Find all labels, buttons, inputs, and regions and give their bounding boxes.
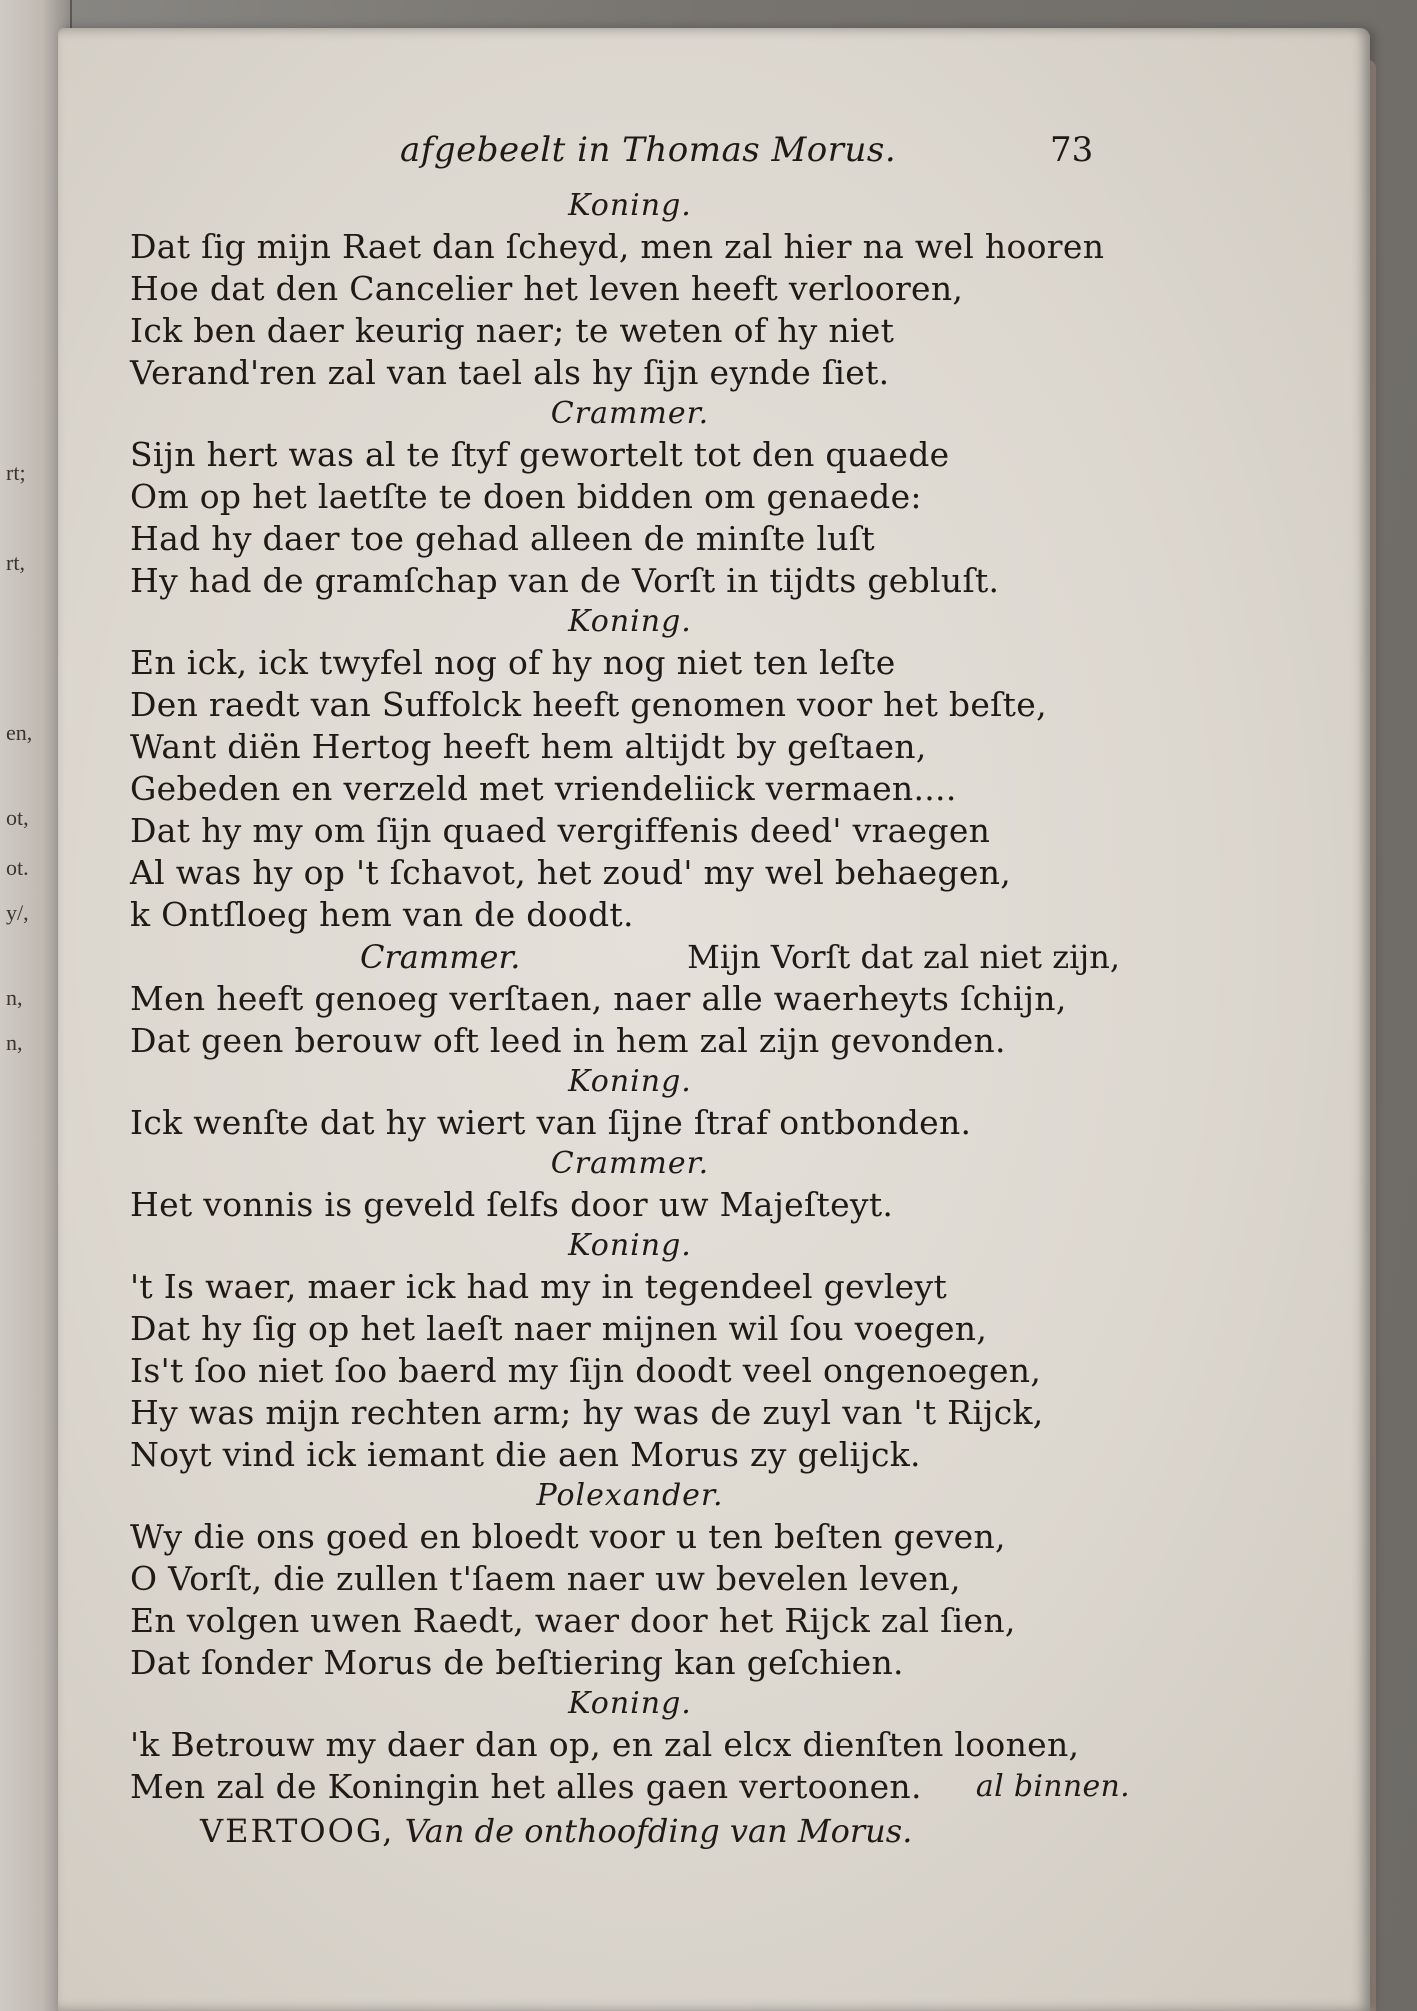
verse-line: Al was hy op 't ſchavot, het zoud' my wel behaegen, [130, 853, 1012, 892]
speech-block [130, 186, 1130, 394]
verse-line: Mijn Vorſt dat zal niet zijn, [687, 938, 1120, 976]
speech-block [130, 602, 1130, 936]
speech-block [130, 1684, 1130, 1854]
verse-line: Dat hy my om ſijn quaed vergiffenis deed' vraegen [130, 811, 991, 850]
facing-page-fragment: en, [6, 720, 33, 745]
speaker-name: Koning. [568, 1064, 692, 1099]
verse-line: Is't ſoo niet ſoo baerd my ſijn doodt veel ongenoegen, [130, 1351, 1042, 1390]
verse-line: En ick, ick twyfel nog of hy nog niet ten leſte [130, 643, 896, 682]
verse-line: Ick ben daer keurig naer; te weten of hy niet [130, 311, 895, 350]
verse-line: Dat geen berouw oft leed in hem zal zijn gevonden. [130, 1021, 1006, 1060]
speaker-name: Koning. [568, 188, 692, 223]
tableau-heading [130, 1808, 1130, 1854]
speech-block [130, 394, 1130, 602]
speaker-name: Koning. [568, 604, 692, 639]
speaker-name: Crammer. [550, 1146, 710, 1181]
verse-line: k Ontſloeg hem van de doodt. [130, 895, 634, 934]
verse-line: Ick wenſte dat hy wiert van ſijne ſtraf ontbonden. [130, 1103, 972, 1142]
facing-page-fragment: rt, [6, 550, 25, 575]
verse-line: Om op het laetſte te doen bidden om genaede: [130, 477, 922, 516]
verse-line: Hoe dat den Cancelier het leven heeft verlooren, [130, 269, 964, 308]
verse-line: 't Is waer, maer ick had my in tegendeel gevleyt [130, 1267, 948, 1306]
speech-block [130, 1226, 1130, 1476]
facing-page-fragment: n, [6, 985, 23, 1010]
verse-line: Sijn hert was al te ſtyf gewortelt tot den quaede [130, 435, 950, 474]
verse-line: Verand'ren zal van tael als hy ſijn eynde ſiet. [130, 353, 890, 392]
verse-line: En volgen uwen Raedt, waer door het Rijck zal ſien, [130, 1601, 1016, 1640]
verse-line: Noyt vind ick iemant die aen Morus zy gelijck. [130, 1435, 921, 1474]
verse-line: Dat hy ſig op het laeſt naer mijnen wil ſou voegen, [130, 1309, 988, 1348]
tableau-label: VERTOOG, [200, 1812, 395, 1850]
speech-block [130, 1062, 1130, 1144]
speaker-name: Koning. [568, 1228, 692, 1263]
facing-page-fragment: y/, [6, 900, 29, 925]
speech-block [130, 1144, 1130, 1226]
speech-block [130, 936, 1130, 1062]
facing-page-fragment: rt; [6, 460, 26, 485]
verse-line: Want diën Hertog heeft hem altijdt by geſtaen, [130, 727, 927, 766]
facing-page-fragment: ot, [6, 805, 29, 830]
verse-line-with-stage-direction [130, 1766, 1130, 1808]
verse-line: 'k Betrouw my daer dan op, en zal elcx dienſten loonen, [130, 1725, 1080, 1764]
speaker-name: Crammer. [360, 938, 521, 976]
verse-line: Hy was mijn rechten arm; hy was de zuyl van 't Rijck, [130, 1393, 1044, 1432]
page-number: 73 [1050, 130, 1094, 170]
running-title: afgebeelt in Thomas Morus. [400, 130, 897, 170]
speech-block [130, 1476, 1130, 1684]
tableau-title: Van de onthoofding van Morus. [404, 1812, 913, 1850]
verse-line: O Vorſt, die zullen t'ſaem naer uw bevelen leven, [130, 1559, 961, 1598]
verse-line: Hy had de gramſchap van de Vorſt in tijdts gebluſt. [130, 561, 1000, 600]
verse-line: Den raedt van Suffolck heeft genomen voor het beſte, [130, 685, 1047, 724]
speaker-name: Polexander. [536, 1478, 724, 1513]
facing-page-fragment: n, [6, 1030, 23, 1055]
verse-line: Had hy daer toe gehad alleen de minſte luſt [130, 519, 875, 558]
speaker-name: Koning. [568, 1686, 692, 1721]
verse-line: Men heeft genoeg verſtaen, naer alle waerheyts ſchijn, [130, 979, 1067, 1018]
verse-line: Dat ſonder Morus de beſtiering kan geſchien. [130, 1643, 904, 1682]
facing-page-fragment: ot. [6, 855, 29, 880]
speaker-name: Crammer. [550, 396, 710, 431]
verse-line: Dat ſig mijn Raet dan ſcheyd, men zal hier na wel hooren [130, 227, 1105, 266]
verse-line: Het vonnis is geveld ſelfs door uw Majeſteyt. [130, 1185, 894, 1224]
verse-line: Gebeden en verzeld met vriendeliick vermaen.... [130, 769, 957, 808]
stage-direction: al binnen. [975, 1769, 1130, 1804]
verse-line: Wy die ons goed en bloedt voor u ten beſten geven, [130, 1517, 1006, 1556]
page-text [130, 130, 1130, 1854]
inline-speech-line [130, 936, 1130, 978]
page-header [130, 130, 1130, 186]
verse-line: Men zal de Koningin het alles gaen vertoonen. [130, 1767, 922, 1806]
